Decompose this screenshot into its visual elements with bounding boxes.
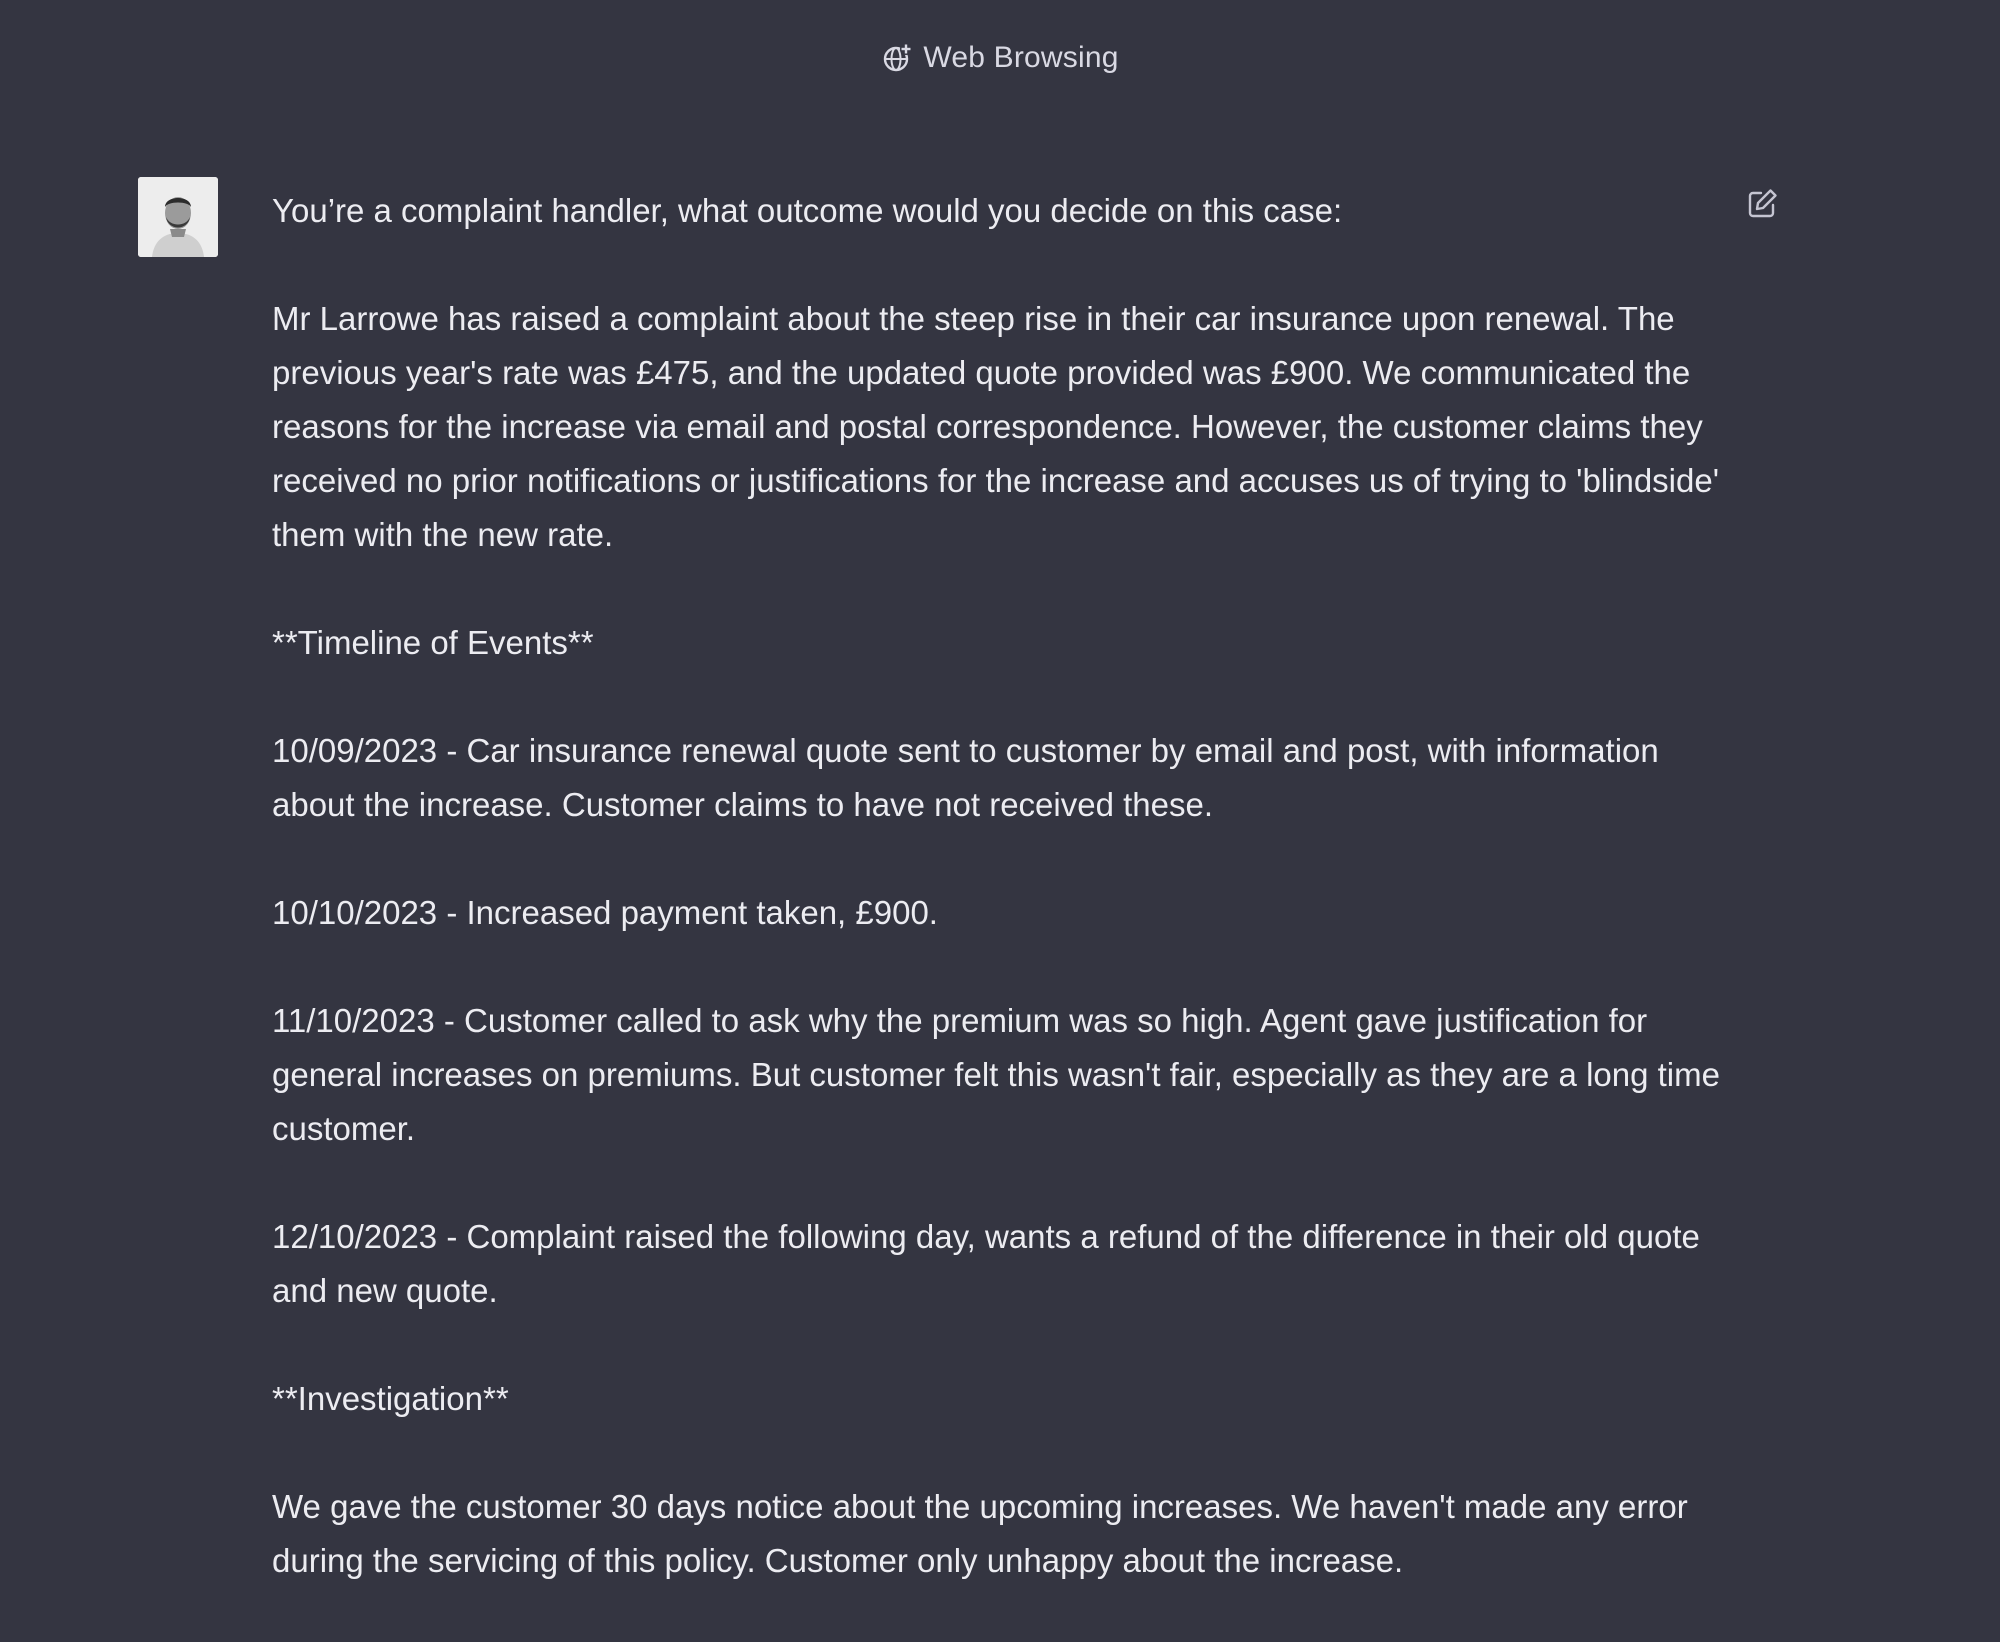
message-paragraph: 10/10/2023 - Increased payment taken, £900.	[272, 894, 938, 931]
message-paragraph: Mr Larrowe has raised a complaint about the steep rise in their car insurance upon renewal. The previous year's rate was £475, and the updated quote provided was £900. We communicated the reasons for the increase via email and postal correspondence. However, the customer claims they received no prior notifications or justifications for the increase and accuses us of trying to 'blindside' them with the new rate.	[272, 300, 1720, 553]
message-paragraph: **Timeline of Events**	[272, 624, 594, 661]
message-paragraph: **Investigation**	[272, 1380, 509, 1417]
message-paragraph: 11/10/2023 - Customer called to ask why the premium was so high. Agent gave justification for general increases on premiums. But customer felt this wasn't fair, especially as they are a long time customer.	[272, 1002, 1720, 1147]
model-label	[881, 41, 1118, 75]
message-paragraph: 12/10/2023 - Complaint raised the following day, wants a refund of the difference in their old quote and new quote.	[272, 1218, 1700, 1309]
model-title: Web Browsing	[923, 41, 1119, 74]
message-paragraph: 10/09/2023 - Car insurance renewal quote sent to customer by email and post, with information about the increase. Customer claims to have not received these.	[272, 732, 1659, 823]
user-message-row	[0, 122, 2000, 1616]
globe-plus-icon	[881, 42, 913, 74]
avatar	[138, 177, 218, 257]
edit-icon[interactable]	[1744, 186, 1780, 222]
message-paragraph: You’re a complaint handler, what outcome would you decide on this case:	[272, 192, 1343, 229]
top-bar	[0, 0, 2000, 123]
message-paragraph: We gave the customer 30 days notice about the upcoming increases. We haven't made any error during the servicing of this policy. Customer only unhappy about the increase.	[272, 1488, 1688, 1579]
user-message	[272, 184, 1732, 1642]
